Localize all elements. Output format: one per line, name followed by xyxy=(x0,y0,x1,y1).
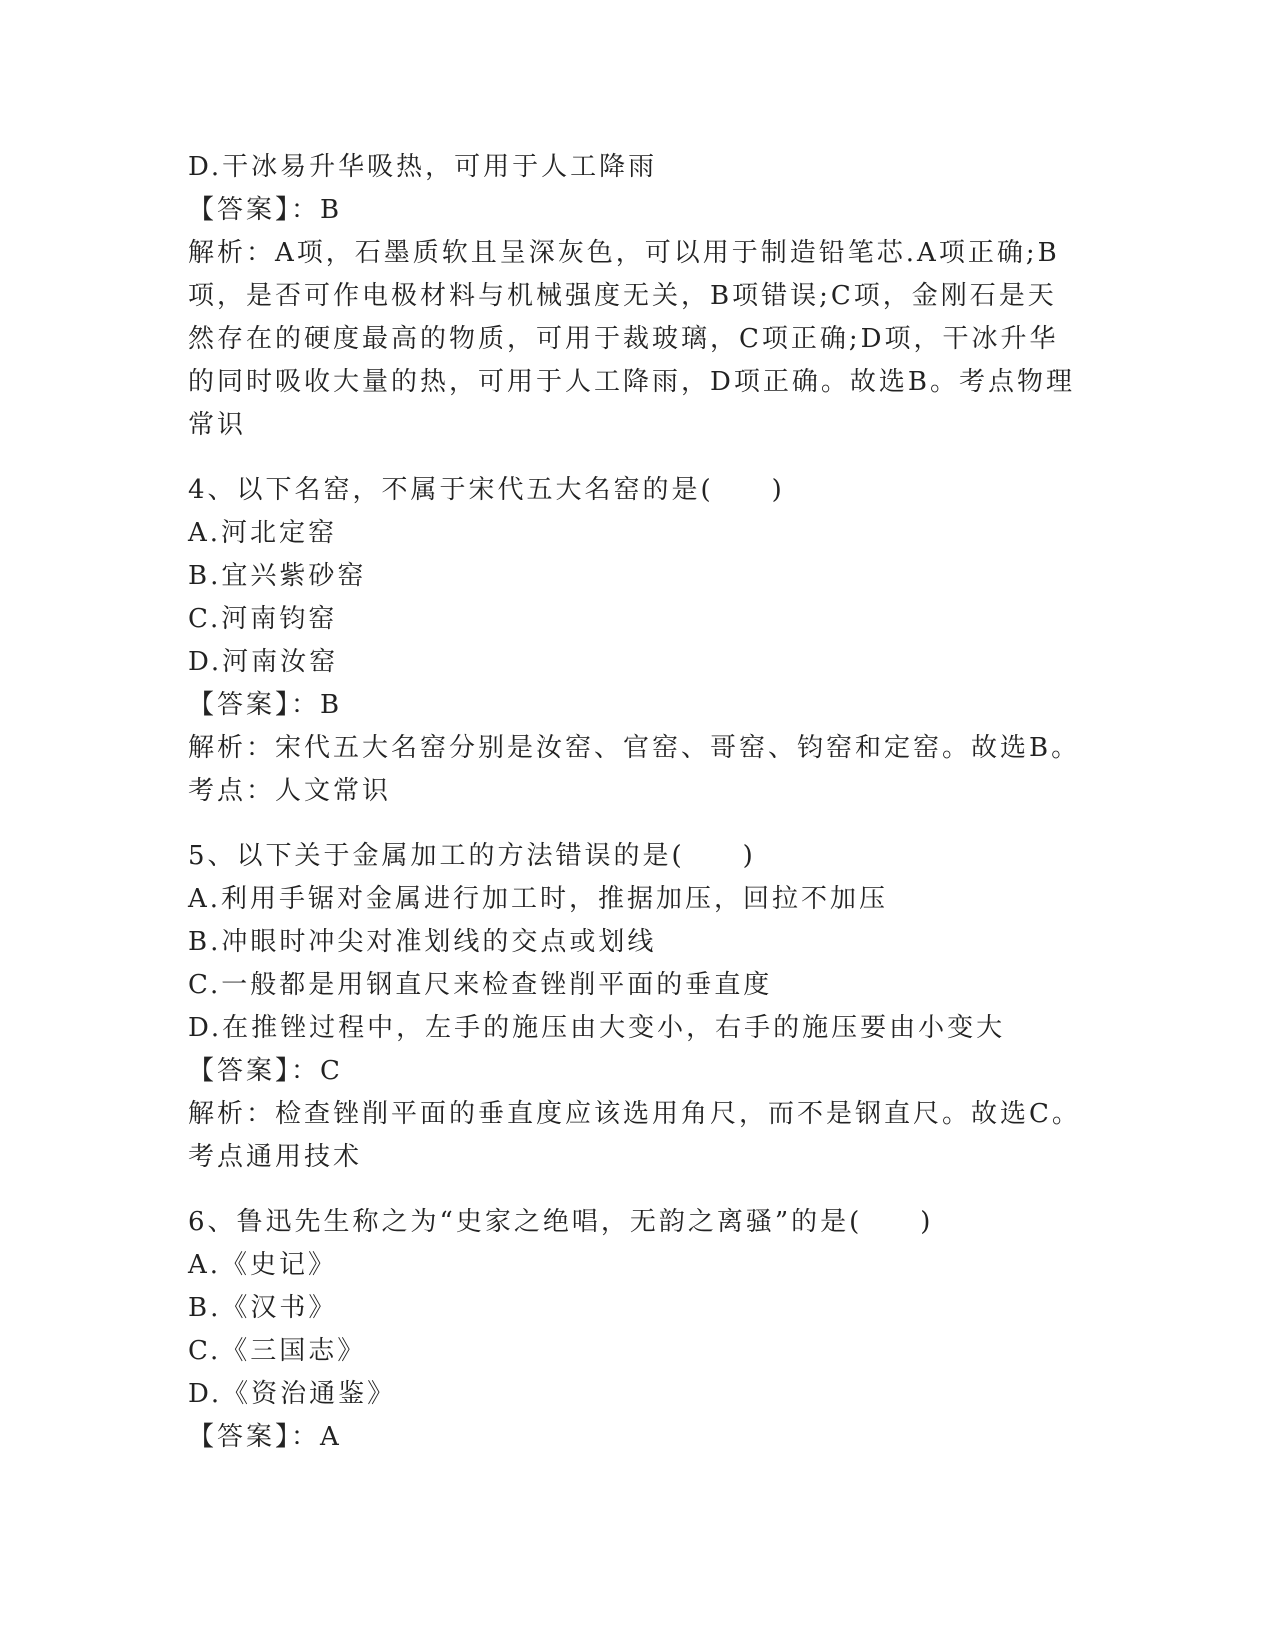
spacer xyxy=(188,1179,1088,1201)
answer-line: 【答案】：B xyxy=(188,195,343,225)
question-5 xyxy=(188,835,1088,1179)
option-d: D.干冰易升华吸热，可用于人工降雨 xyxy=(188,152,658,182)
option-d: D.在推锉过程中，左手的施压由大变小，右手的施压要由小变大 xyxy=(188,1013,1006,1043)
analysis-line: 然存在的硬度最高的物质，可用于裁玻璃，C项正确;D项，干冰升华 xyxy=(188,324,1059,354)
option-a: A.河北定窑 xyxy=(188,518,338,548)
question-text: 6、鲁迅先生称之为“史家之绝唱，无韵之离骚”的是( ) xyxy=(188,1207,934,1237)
spacer xyxy=(188,447,1088,469)
analysis-line: 解析：A项，石墨质软且呈深灰色，可以用于制造铅笔芯.A项正确;B xyxy=(188,238,1060,268)
analysis-line: 解析：宋代五大名窑分别是汝窑、官窑、哥窑、钧窑和定窑。故选B。 xyxy=(188,733,1081,763)
analysis-line: 常识 xyxy=(188,410,247,440)
analysis-line: 考点：人文常识 xyxy=(188,776,392,806)
analysis-line: 考点通用技术 xyxy=(188,1142,363,1172)
answer-line: 【答案】：B xyxy=(188,690,343,720)
spacer xyxy=(188,813,1088,835)
question-4 xyxy=(188,469,1088,813)
answer-line: 【答案】：C xyxy=(188,1056,343,1086)
option-c: C.一般都是用钢直尺来检查锉削平面的垂直度 xyxy=(188,970,773,1000)
option-a: A.利用手锯对金属进行加工时，推据加压，回拉不加压 xyxy=(188,884,889,914)
analysis-line: 项，是否可作电极材料与机械强度无关，B项错误;C项，金刚石是天 xyxy=(188,281,1057,311)
option-d: D.河南汝窑 xyxy=(188,647,339,677)
question-3-tail xyxy=(188,146,1088,447)
question-text: 4、以下名窑，不属于宋代五大名窑的是( ) xyxy=(188,475,785,505)
question-6 xyxy=(188,1201,1088,1459)
option-c: C.河南钧窑 xyxy=(188,604,338,634)
option-b: B.冲眼时冲尖对准划线的交点或划线 xyxy=(188,927,657,957)
option-c: C.《三国志》 xyxy=(188,1336,367,1366)
option-d: D.《资治通鉴》 xyxy=(188,1379,397,1409)
option-a: A.《史记》 xyxy=(188,1250,338,1280)
answer-line: 【答案】：A xyxy=(188,1422,342,1452)
question-text: 5、以下关于金属加工的方法错误的是( ) xyxy=(188,841,756,871)
page-content xyxy=(188,146,1088,1459)
analysis-line: 解析：检查锉削平面的垂直度应该选用角尺，而不是钢直尺。故选C。 xyxy=(188,1099,1081,1129)
option-b: B.《汉书》 xyxy=(188,1293,338,1323)
analysis-line: 的同时吸收大量的热，可用于人工降雨，D项正确。故选B。考点物理 xyxy=(188,367,1075,397)
option-b: B.宜兴紫砂窑 xyxy=(188,561,367,591)
